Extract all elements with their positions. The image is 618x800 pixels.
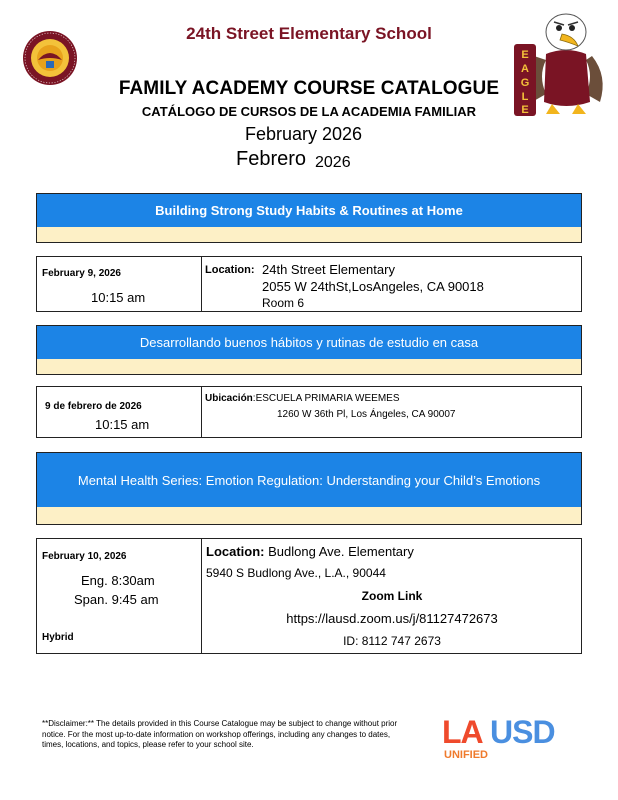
disclaimer-text: **Disclaimer:** The details provided in this Course Catalogue may be subject to change without prior notice. For the most up-to-date information on workshop offerings, including any changes to dates, times, locations, and topics, please refer to your school site. [42,719,398,749]
month-spanish: Febrero [236,148,307,170]
session-3-zoom-id: ID: 8112 747 2673 [343,634,441,648]
session-3-description-strip [36,507,582,525]
session-1-date: February 9, 2026 [42,268,121,279]
session-3-location [206,544,414,559]
session-2-details [36,386,582,438]
session-1-location-label: Location: [205,264,255,276]
session-1-room: Room 6 [262,296,305,310]
divider [201,387,202,437]
session-1-location-name: 24th Street Elementary [262,262,395,277]
svg-text:E: E [521,49,529,61]
session-1-title-banner [36,193,582,227]
session-1-details [36,256,582,312]
session-3-date: February 10, 2026 [42,551,127,562]
session-3-time-english: Eng. 8:30am [81,573,155,588]
session-1-description-strip [36,227,582,243]
school-name: 24th Street Elementary School [186,24,432,43]
session-2-location [205,393,400,404]
session-2-date: 9 de febrero de 2026 [45,401,142,412]
lausd-logo-usd: USD [490,714,555,750]
lausd-logo-unified: UNIFIED [444,749,488,761]
session-3-zoom-link[interactable]: https://lausd.zoom.us/j/81127472673 [286,611,498,626]
session-3-title: Mental Health Series: Emotion Regulation: Understanding your Child’s Emotions [77,472,541,488]
session-3-details [36,538,582,654]
svg-text:L: L [521,91,529,103]
svg-text:G: G [520,77,530,89]
session-3-time-spanish: Span. 9:45 am [74,592,159,607]
session-3-format: Hybrid [42,632,74,643]
month-english: February 2026 [245,124,363,144]
session-3-location-name: Budlong Ave. Elementary [268,544,414,559]
session-3-location-label: Location: [206,544,265,559]
eagle-mascot-logo [512,6,614,118]
session-2-time: 10:15 am [95,417,150,432]
svg-text:E: E [521,104,529,116]
catalogue-title-spanish: CATÁLOGO DE CURSOS DE LA ACADEMIA FAMILIAR [141,104,477,119]
catalogue-title: FAMILY ACADEMY COURSE CATALOGUE [118,78,500,99]
session-3-zoom-label: Zoom Link [361,589,423,603]
lausd-logo [442,714,578,764]
session-2-location-name: :ESCUELA PRIMARIA WEEMES [252,393,400,404]
session-1-title: Building Strong Study Habits & Routines at Home [155,203,463,218]
lausd-logo-la: LA [442,714,483,750]
svg-text:A: A [521,63,529,75]
session-2-title: Desarrollando buenos hábitos y rutinas de estudio en casa [139,335,479,350]
session-2-title-banner [36,325,582,359]
session-1-time: 10:15 am [91,290,146,305]
session-1-address: 2055 W 24thSt,LosAngeles, CA 90018 [262,279,484,294]
session-2-description-strip [36,359,582,375]
session-3-title-banner [36,452,582,507]
divider [201,257,202,311]
session-2-address: 1260 W 36th Pl, Los Ángeles, CA 90007 [277,409,456,420]
year-spanish: 2026 [315,154,351,171]
session-3-address: 5940 S Budlong Ave., L.A., 90044 [206,566,386,580]
session-2-location-label: Ubicación [205,393,253,404]
